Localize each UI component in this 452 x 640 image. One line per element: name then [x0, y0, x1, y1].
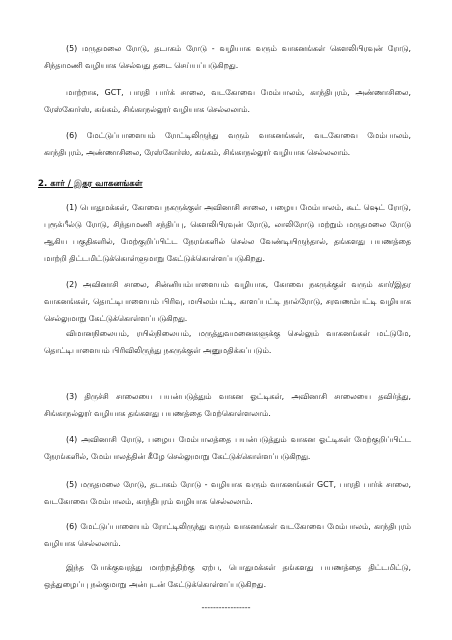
paragraph-airport-exception: விமானநிலையம், ரயில்நிலையம், மருத்துவமனைகளுக்கு செல்லும் வாகனங்கள் மட்டுமே, தொட்டிபாளையம் பிரிவிலிருந்து நகருக்குள் அனுமதிக்கப்படும்.: [44, 329, 411, 355]
paragraph-1-public: (1) பொதுமக்கள், கோவை நகருக்குள் அவினாசி சாலை, பழைய மேம்பாலம், கூட் ஷெட் ரோடு, புரூக்பீல்டு ரோடு, சிந்தாமணி சந்திப்பு, கௌலிபிரவுன் ரோடு, லாலிரோடு மற்றும் மருதமலை ரோடு ஆகிய பகுதிகளில், மேற்குறிப்பிட்ட நேரங்களில் செல்ல வேண்டியிருந்தால், தங்களது பயணத்தை மாற்றி திட்டமிட்டுக்கொள்ளுமாறு கேட்டுக்கொள்ளப்படுகிறது.: [44, 203, 411, 263]
paragraph-6-vadakovai: (6) மேட்டுப்பாளையம் ரோட்டிலிருந்து வரும் வாகனங்கள் வடகோவை மேம்பாலம், காந்திபுரம் வழியாக செல்லலாம்.: [44, 522, 411, 548]
section-heading: 2. கார் / இதர வாகனங்கள்: [38, 179, 143, 189]
paragraph-4-flyover: (4) அவினாசி ரோடு, பழைய மேம்பாலத்தை பயன்படுத்தும் வாகன ஓட்டிகள் மேற்குறிப்பிட்ட நேரங்களில், மேம்பாலத்தின் கீழே செல்லுமாறு கேட்டுக்கொள்ளப்படுகிறது.: [44, 435, 411, 461]
end-rule: -----------------: [201, 603, 251, 612]
paragraph-closing-request: இந்த போக்குவரத்து மாற்றத்திற்கு ஏற்ப, பொதுமக்கள் தங்களது பயணத்தை திட்டமிட்டு, ஒத்துழைப்பு நல்குமாறு அன்புடன் கேட்டுக்கொள்ளப்படுகிறது.: [44, 563, 411, 589]
paragraph-5-marudhamalai: (5) மருதமலை ரோடு, தடாகம் ரோடு - வழியாக வரும் வாகனங்கள் GCT, பாரதி பார்க் சாலை, வடகோவை மேம்பாலம், காந்திபுரம் வழியாக செல்லலாம்.: [44, 480, 411, 506]
paragraph-alternate-route: மாற்றாக, GCT, பாரதி பார்க் சாலை, வடகோவை மேம்பாலம், காந்திபுரம், அண்ணாசிலை, ரேஸ்கோர்ஸ், கங்கம், சிங்காநல்லூர் வழியாக செல்லலாம்.: [44, 88, 411, 114]
paragraph-5-restriction: (5) மருதமலை ரோடு, தடாகம் ரோடு - வழியாக வரும் வாகனங்கள் கௌலிபிரவுன் ரோடு, சிந்தாமணி வழியாக செல்வது தடை செய்யப்படுகிறது.: [44, 44, 411, 70]
paragraph-2-avinashi: (2) அவினாசி சாலை, சின்னியம்பாளையம் வழியாக, கோவை நகருக்குள் வரும் கார்/இதர வாகனங்கள், தொட்டிபாளையம் பிரிவு, மயிலம்பட்டி, காளப்பட்டி நால்ரோடு, சரவணம்பட்டி வழியாக செல்லுமாறு கேட்டுக்கொள்ளப்படுகிறது.: [44, 280, 411, 323]
paragraph-3-trichy: (3) திருச்சி சாலையை பயன்படுத்தும் வாகன ஓட்டிகள், அவினாசி சாலையை தவிர்த்து, சிங்காநல்லூர் வழியாக தங்களது பயணத்தை மேற்கொள்ளலாம்.: [44, 392, 411, 418]
paragraph-6-mettupalayam: (6) மேட்டுப்பாளையம் ரோட்டிலிருந்து வரும் வாகனங்கள், வடகோவை மேம்பாலம், காந்திபுரம், அண்ணாசிலை, ரேஸ்கோர்ஸ், கங்கம், சிங்காநல்லூர் வழியாக செல்லலாம்.: [44, 131, 411, 157]
